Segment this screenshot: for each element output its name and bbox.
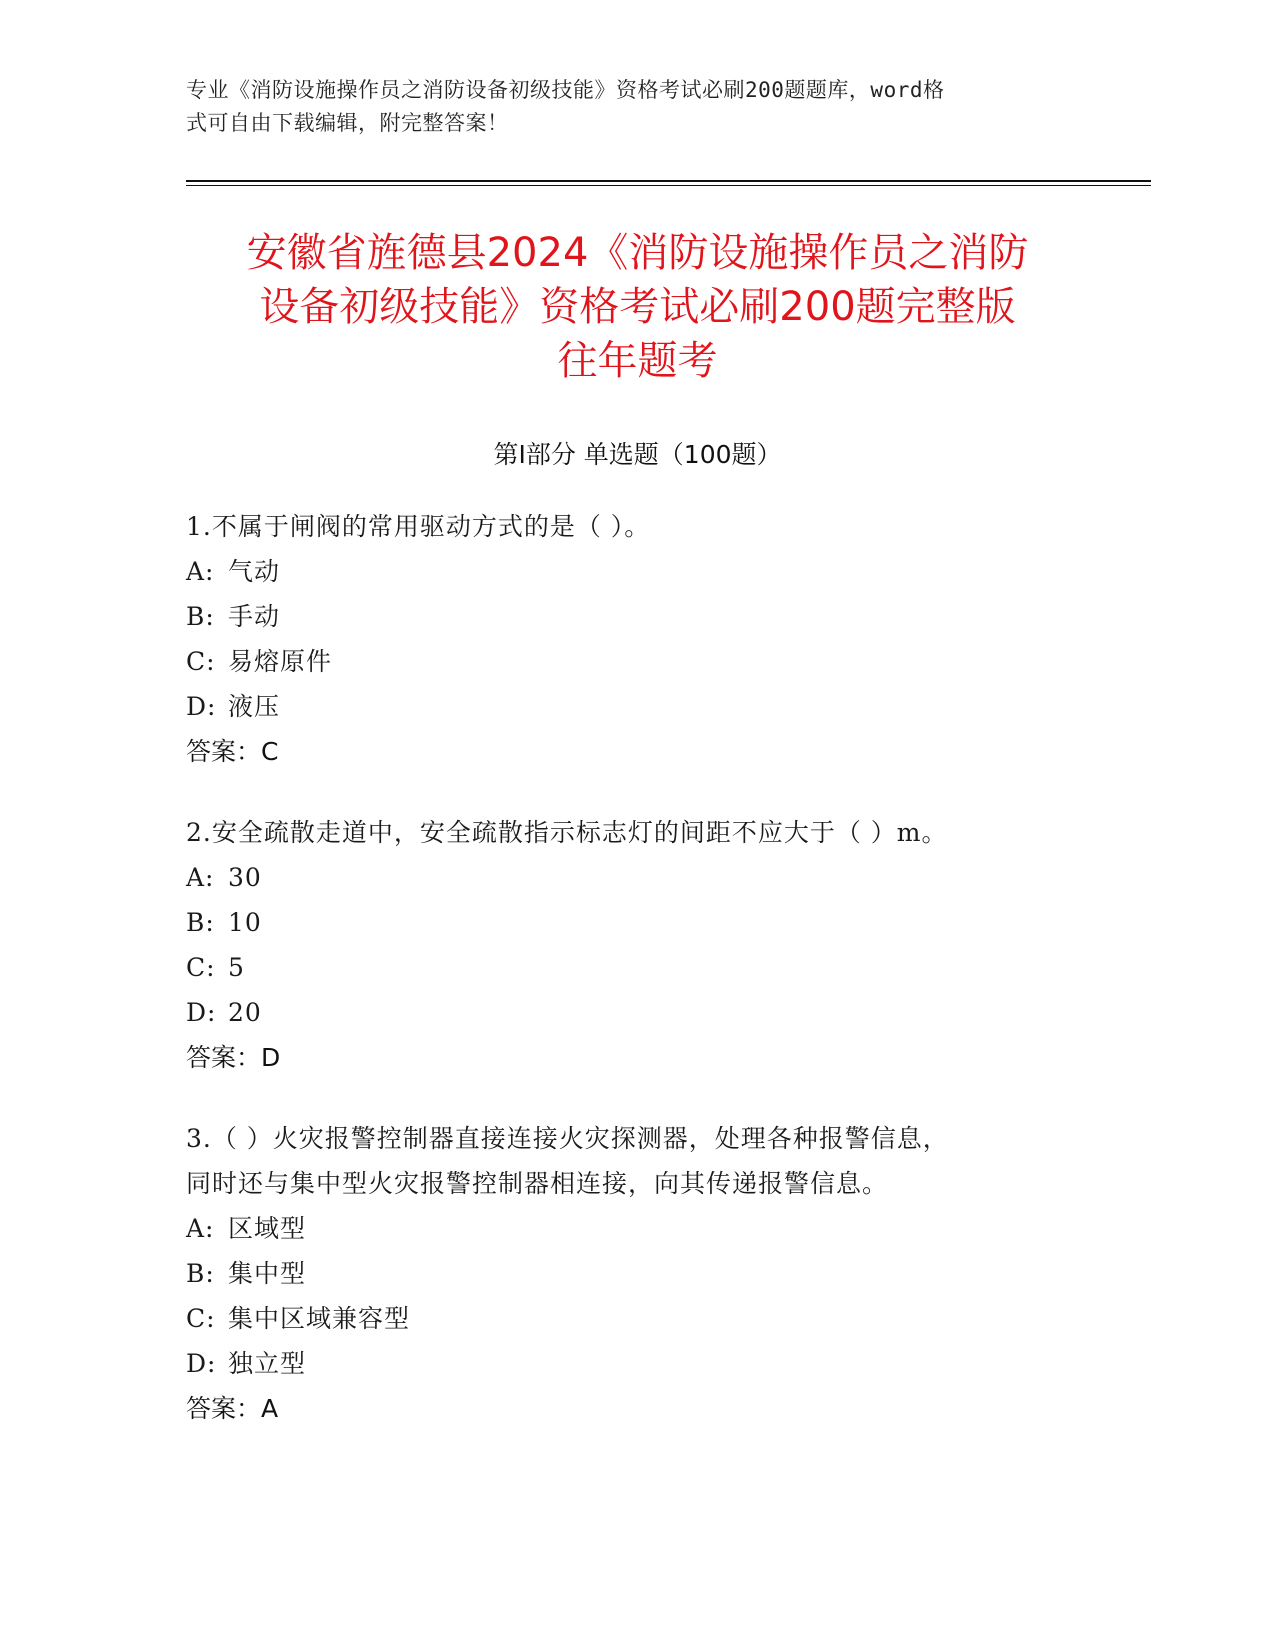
option-letter: B:	[186, 1259, 215, 1288]
option-c	[186, 945, 1086, 990]
answer-line: 答案：A	[186, 1394, 279, 1423]
option-text: 20	[228, 998, 262, 1027]
question-stem: 3.（ ）火灾报警控制器直接连接火灾探测器，处理各种报警信息，	[186, 1124, 949, 1153]
option-letter: D:	[186, 1349, 217, 1378]
option-letter: A:	[186, 557, 215, 586]
option-text: 气动	[228, 557, 281, 586]
option-text: 区域型	[228, 1214, 307, 1243]
option-letter: C:	[186, 953, 216, 982]
option-d	[186, 990, 1086, 1035]
section-heading: 第Ⅰ部分 单选题（100题）	[493, 440, 782, 469]
option-letter: B:	[186, 602, 215, 631]
title-line-1: 安徽省旌德县2024《消防设施操作员之消防	[246, 230, 1029, 276]
header-note-line-2: 式可自由下载编辑，附完整答案！	[186, 111, 509, 135]
header-note-line-1: 专业《消防设施操作员之消防设备初级技能》资格考试必刷200题题库，word格	[186, 78, 945, 102]
option-letter: A:	[186, 863, 215, 892]
option-text: 5	[228, 953, 245, 982]
option-text: 易熔原件	[228, 647, 333, 676]
question-stem: 1.不属于闸阀的常用驱动方式的是（ ）。	[186, 512, 651, 541]
question-stem-continued: 同时还与集中型火灾报警控制器相连接，向其传递报警信息。	[186, 1169, 889, 1198]
option-d	[186, 684, 1086, 729]
answer-line: 答案：D	[186, 1043, 281, 1072]
header-divider-thin	[186, 185, 1151, 186]
option-letter: B:	[186, 908, 215, 937]
option-letter: C:	[186, 647, 216, 676]
option-b	[186, 1251, 1086, 1296]
option-text: 手动	[228, 602, 281, 631]
option-letter: C:	[186, 1304, 216, 1333]
option-text: 集中型	[228, 1259, 307, 1288]
option-text: 30	[228, 863, 262, 892]
option-letter: A:	[186, 1214, 215, 1243]
question-1	[186, 504, 1086, 774]
header-note	[186, 74, 1066, 140]
option-letter: D:	[186, 998, 217, 1027]
option-letter: D:	[186, 692, 217, 721]
option-c	[186, 1296, 1086, 1341]
question-2	[186, 810, 1086, 1080]
document-title	[150, 226, 1125, 388]
title-line-2: 设备初级技能》资格考试必刷200题完整版	[259, 284, 1016, 330]
option-a	[186, 549, 1086, 594]
question-3	[186, 1116, 1086, 1431]
option-a	[186, 1206, 1086, 1251]
question-stem: 2.安全疏散走道中，安全疏散指示标志灯的间距不应大于（ ）m。	[186, 818, 948, 847]
option-b	[186, 900, 1086, 945]
title-line-3: 往年题考	[557, 338, 718, 384]
option-text: 10	[228, 908, 262, 937]
option-b	[186, 594, 1086, 639]
option-a	[186, 855, 1086, 900]
option-c	[186, 639, 1086, 684]
answer-line: 答案：C	[186, 737, 279, 766]
header-divider-thick	[186, 180, 1151, 182]
option-d	[186, 1341, 1086, 1386]
option-text: 集中区域兼容型	[228, 1304, 411, 1333]
option-text: 液压	[228, 692, 281, 721]
option-text: 独立型	[228, 1349, 307, 1378]
